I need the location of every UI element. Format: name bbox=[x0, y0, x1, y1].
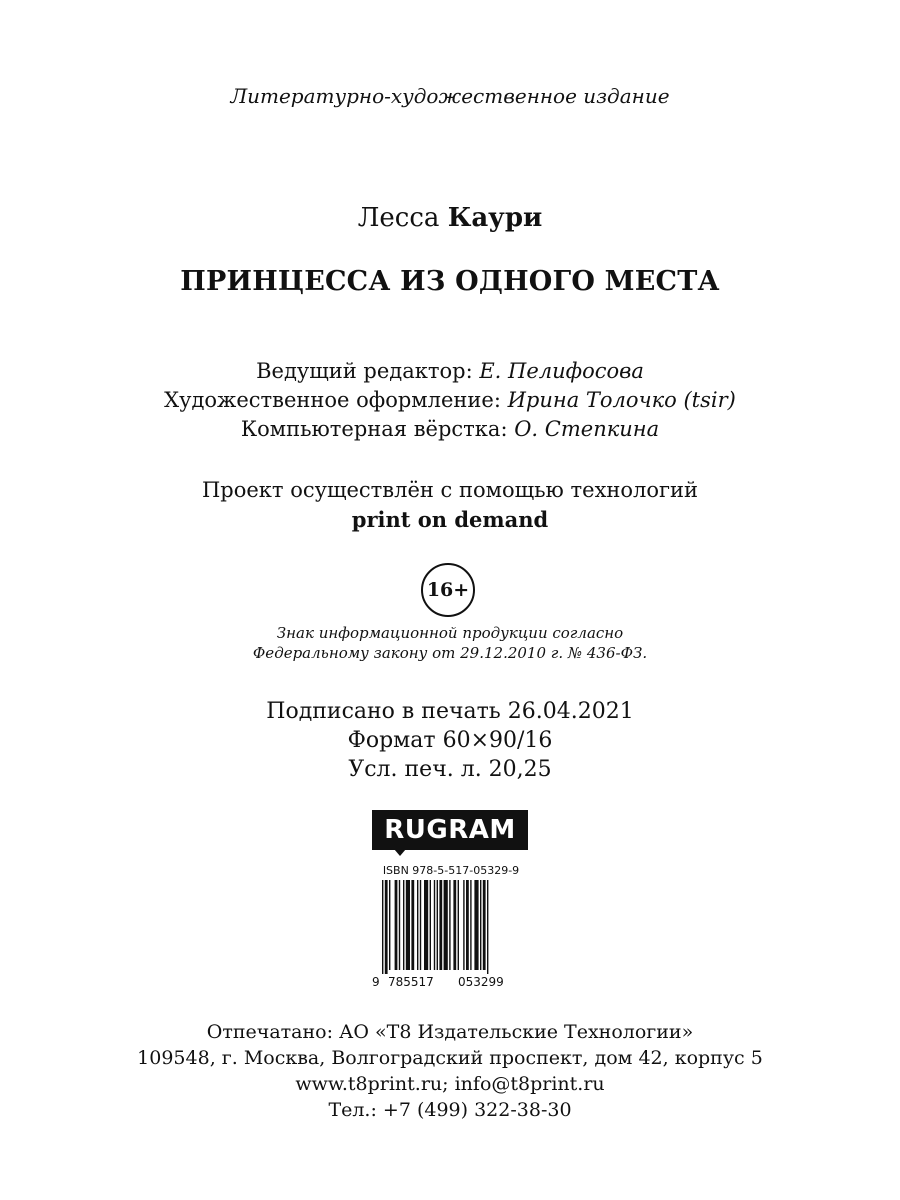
credit-person: Е. Пелифосова bbox=[479, 359, 644, 383]
law-note-line: Федеральному закону от 29.12.2010 г. № 436-ФЗ. bbox=[252, 644, 648, 662]
credit-line bbox=[0, 386, 900, 415]
publisher-address: 109548, г. Москва, Волгоградский проспект, дом 42, корпус 5 bbox=[137, 1047, 763, 1069]
age-rating-badge: 16+ bbox=[421, 563, 475, 617]
publisher-phone: Тел.: +7 (499) 322-38-30 bbox=[328, 1099, 572, 1121]
credit-role: Ведущий редактор: bbox=[256, 359, 473, 383]
barcode-digit-first: 9 bbox=[372, 975, 380, 989]
credit-line bbox=[0, 357, 900, 386]
logo-tail-icon bbox=[394, 849, 406, 856]
barcode-digit-group-right: 053299 bbox=[458, 975, 504, 989]
barcode-bars-icon bbox=[368, 880, 534, 974]
barcode-digit-group-left: 785517 bbox=[388, 975, 434, 989]
print-sheets: Усл. печ. л. 20,25 bbox=[348, 757, 552, 782]
publisher-web: www.t8print.ru; info@t8print.ru bbox=[295, 1073, 605, 1095]
credit-person: Ирина Толочко (tsir) bbox=[507, 388, 736, 412]
author-surname: Каури bbox=[447, 203, 543, 233]
law-note bbox=[0, 623, 900, 663]
credit-line bbox=[0, 415, 900, 444]
project-line: Проект осуществлён с помощью технологий bbox=[201, 478, 699, 502]
credit-person: О. Степкина bbox=[514, 417, 660, 441]
project-technology: print on demand bbox=[351, 507, 549, 532]
print-info bbox=[0, 697, 900, 784]
law-note-line: Знак информационной продукции согласно bbox=[276, 624, 624, 642]
print-format: Формат 60×90/16 bbox=[347, 728, 553, 753]
print-date: Подписано в печать 26.04.2021 bbox=[266, 699, 634, 724]
publisher-name: Отпечатано: АО «Т8 Издательские Технологии» bbox=[206, 1021, 694, 1043]
project-note bbox=[0, 476, 900, 534]
credit-role: Художественное оформление: bbox=[164, 388, 501, 412]
publisher-info bbox=[0, 1019, 900, 1123]
author-name bbox=[0, 203, 900, 233]
credit-role: Компьютерная вёрстка: bbox=[240, 417, 508, 441]
isbn-barcode bbox=[368, 862, 534, 994]
isbn-label: ISBN 978-5-517-05329-9 bbox=[382, 864, 520, 877]
credits-block bbox=[0, 357, 900, 444]
author-first-name: Лесса bbox=[357, 203, 440, 233]
edition-type: Литературно-художественное издание bbox=[230, 84, 670, 108]
rugram-logo: RUGRAM bbox=[372, 810, 528, 850]
book-title: ПРИНЦЕССА ИЗ ОДНОГО МЕСТА bbox=[180, 266, 720, 297]
